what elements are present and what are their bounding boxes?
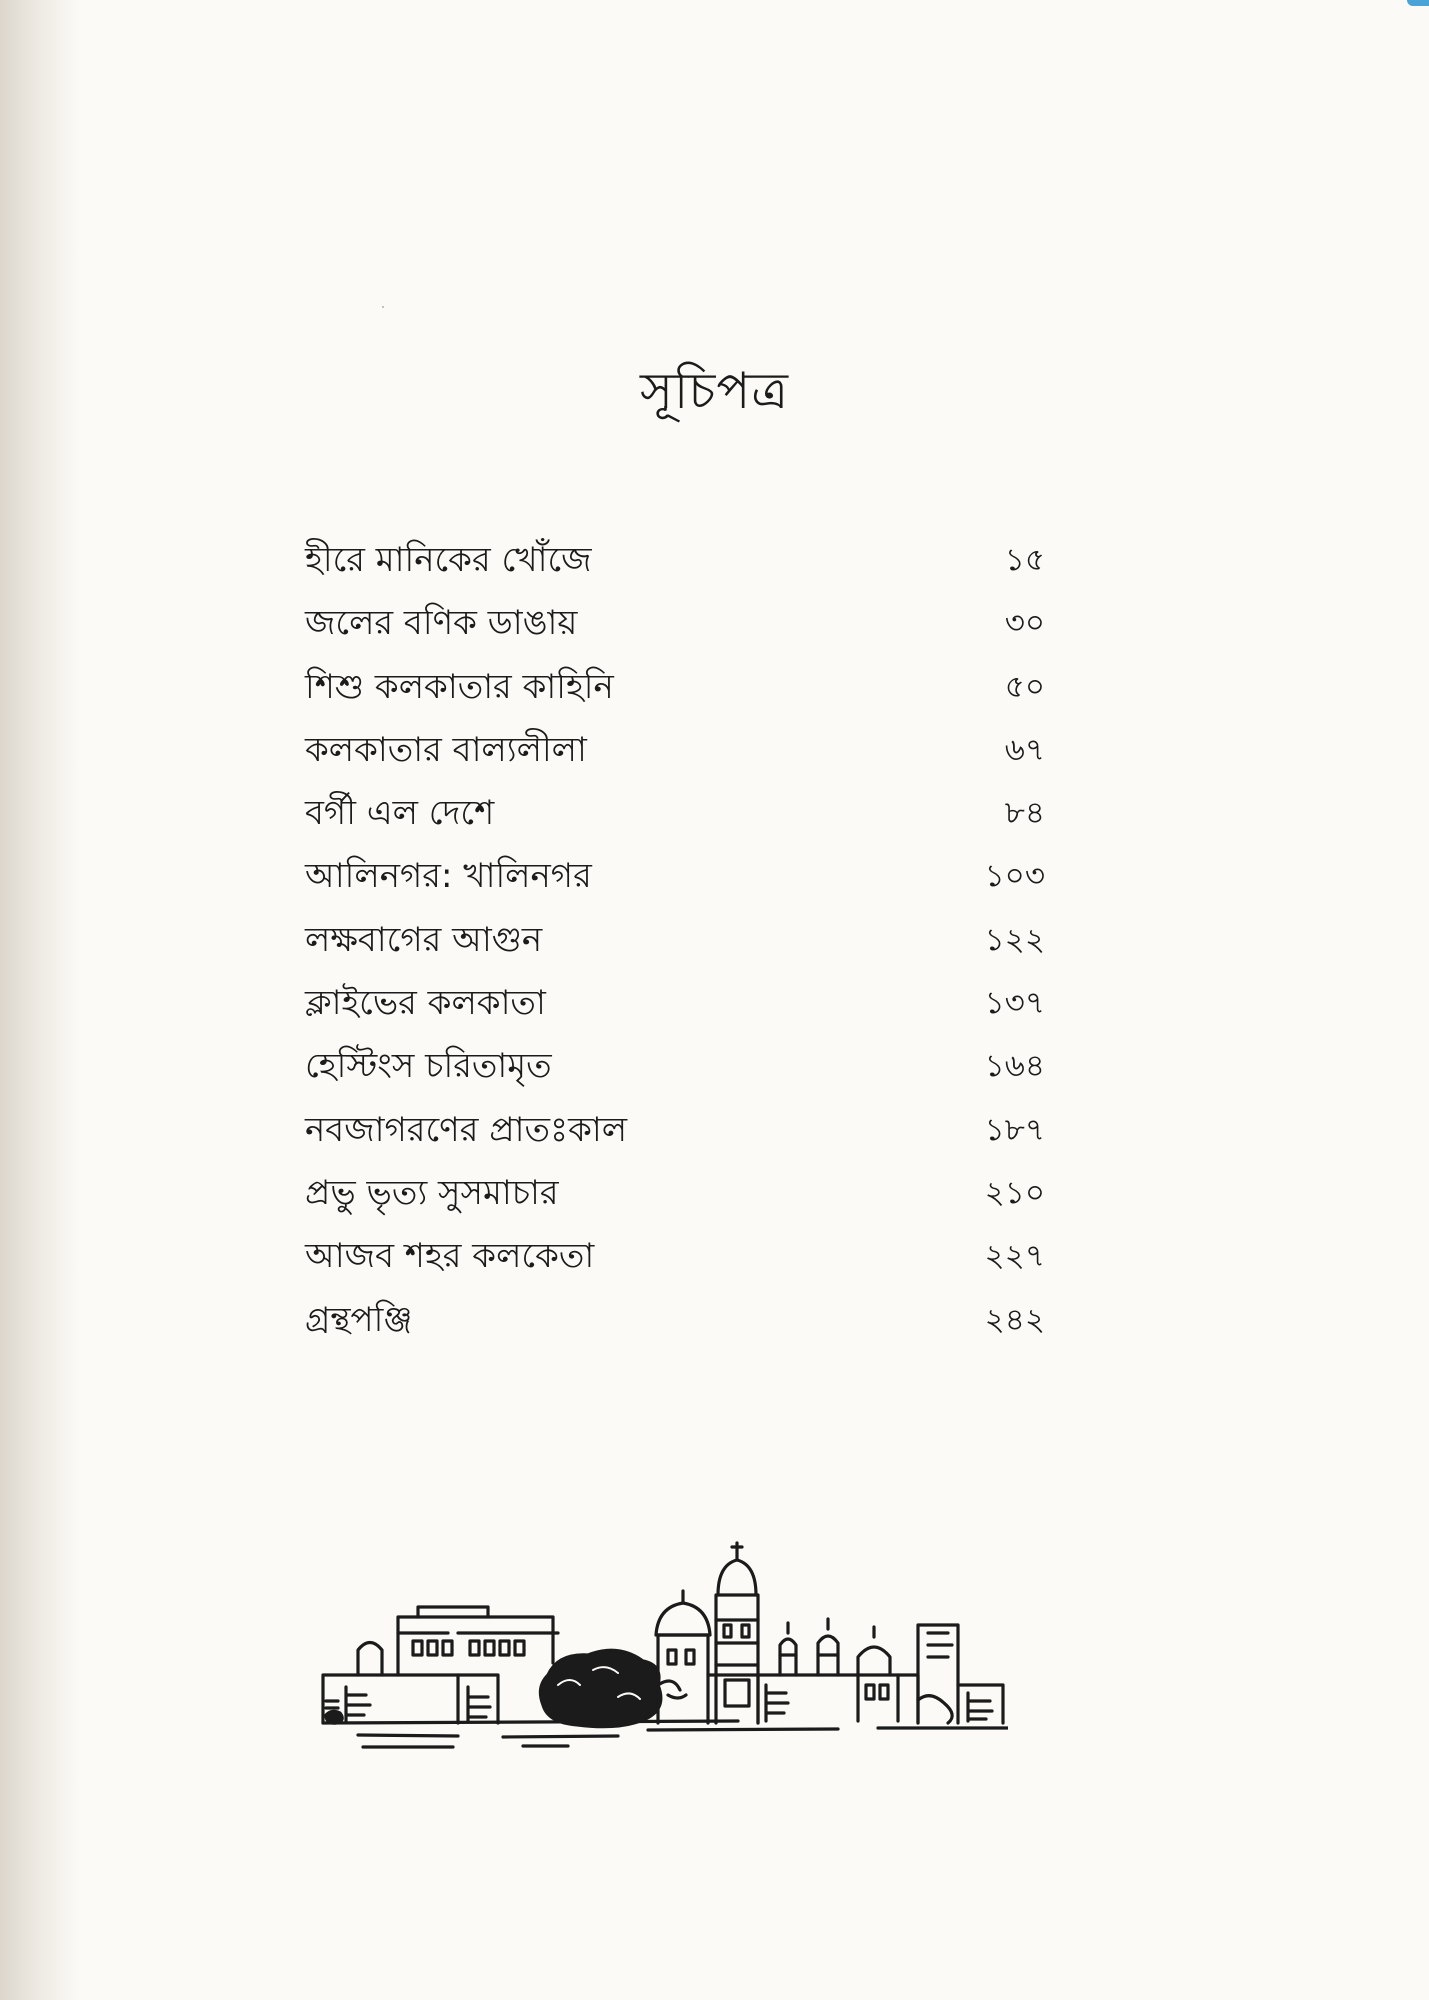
toc-entry [305, 788, 1065, 851]
toc-entry-page-number: ১৩৭ [984, 985, 1045, 1022]
toc-entry-page-number: ২১০ [984, 1174, 1045, 1211]
toc-entry-title: লক্ষবাগের আগুন [305, 919, 543, 960]
table-of-contents [305, 535, 1065, 1358]
toc-entry [305, 915, 1065, 978]
toc-entry-page-number: ৮৪ [1004, 795, 1045, 832]
toc-entry [305, 1168, 1065, 1231]
toc-entry [305, 851, 1065, 914]
toc-entry-title: আজব শহর কলকেতা [305, 1236, 595, 1277]
corner-tab [1407, 0, 1429, 6]
toc-entry-title: ক্লাইভের কলকাতা [305, 983, 546, 1024]
toc-entry-page-number: ১০৩ [984, 858, 1045, 895]
toc-entry-page-number: ২২৭ [984, 1238, 1045, 1275]
toc-entry-title: হেস্টিংস চরিতামৃত [305, 1046, 552, 1087]
toc-entry [305, 1105, 1065, 1168]
toc-entry-title: কলকাতার বাল্যলীলা [305, 729, 587, 770]
toc-entry-title: শিশু কলকাতার কাহিনি [305, 666, 614, 707]
toc-entry-title: প্রভু ভৃত্য সুসমাচার [305, 1172, 559, 1213]
paper-speck [382, 306, 384, 308]
toc-entry-page-number: ১৬৪ [984, 1048, 1045, 1085]
toc-entry-page-number: ১২২ [984, 921, 1045, 958]
toc-entry [305, 978, 1065, 1041]
toc-entry [305, 1231, 1065, 1294]
page-title: সূচিপত্র [640, 362, 789, 420]
toc-entry-page-number: ২৪২ [984, 1301, 1045, 1338]
spine-shadow [0, 0, 80, 2000]
toc-entry-title: গ্রন্থপঞ্জি [305, 1299, 413, 1340]
toc-entry-title: আলিনগর: খালিনগর [305, 856, 592, 897]
toc-entry-page-number: ৫০ [1004, 668, 1045, 705]
toc-entry [305, 598, 1065, 661]
toc-entry-page-number: ৬৭ [1004, 731, 1045, 768]
toc-entry [305, 725, 1065, 788]
toc-entry-page-number: ১৫ [1004, 542, 1045, 578]
toc-entry [305, 535, 1065, 598]
toc-entry-title: বর্গী এল দেশে [305, 793, 495, 834]
toc-entry-page-number: ১৮৭ [984, 1111, 1045, 1148]
toc-entry [305, 1295, 1065, 1358]
toc-entry [305, 662, 1065, 725]
toc-entry [305, 1041, 1065, 1104]
toc-entry-page-number: ৩০ [1004, 605, 1045, 642]
toc-entry-title: নবজাগরণের প্রাতঃকাল [305, 1109, 628, 1150]
toc-entry-title: হীরে মানিকের খোঁজে [305, 540, 592, 580]
toc-entry-title: জলের বণিক ডাঙায় [305, 603, 578, 644]
city-skyline-icon [318, 1525, 1008, 1755]
